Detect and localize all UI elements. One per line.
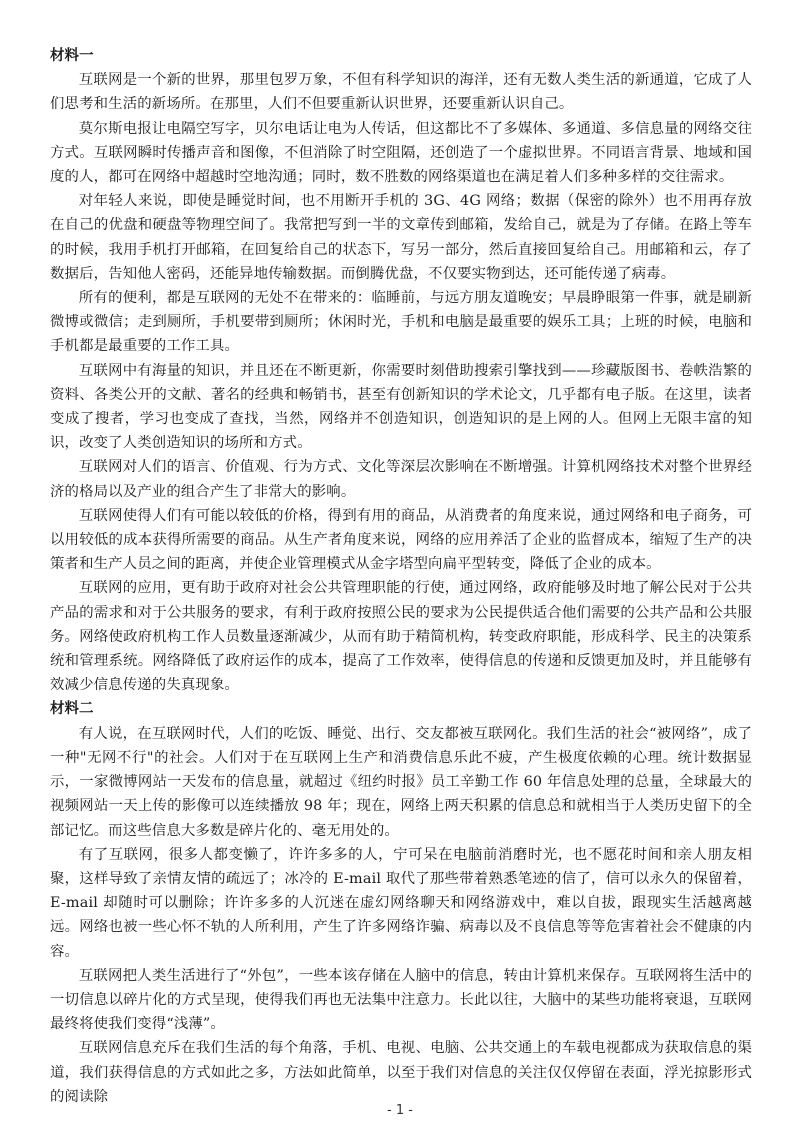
paragraph: 互联网是一个新的世界，那里包罗万象，不但有科学知识的海洋，还有无数人类生活的新通道，它成了人们思考和生活的新场所。在那里，人们不但要重新认识世界，还要重新认识自己。 (50, 72, 752, 113)
page-number: - 1 - (387, 1103, 413, 1118)
paragraph: 有了互联网，很多人都变懒了，许许多多的人，宁可呆在电脑前消磨时光，也不愿花时间和亲人朋友相聚，这样导致了亲情友情的疏远了；冰冷的 E-mail 取代了那些带着熟悉笔迹的信了，信可以永久的保留着，E-mail 却随时可以删除；许许多多的人沉迷在虚幻网络聊天和网络游戏中，难以自拔，跟现实生活越离越远。网络也被一些心怀不轨的人所利用，产生了许多网络诈骗、病毒以及不良信息等等危害着社会不健康的内容。 (50, 846, 752, 960)
paragraph: 互联网把人类生活进行了“外包”，一些本该存储在人脑中的信息，转由计算机来保存。互联网将生活中的一切信息以碎片化的方式呈现，使得我们再也无法集中注意力。长此以往，大脑中的某些功能将衰退，互联网最终将使我们变得“浅薄”。 (50, 967, 752, 1033)
paragraph: 有人说，在互联网时代，人们的吃饭、睡觉、出行、交友都被互联网化。我们生活的社会“被网络”，成了一种"无网不行"的社会。人们对于在互联网上生产和消费信息乐此不疲，产生极度依赖的心理。统计数据显示，一家微博网站一天发布的信息量，就超过《纽约时报》员工辛勤工作 60 年信息处理的总量，全球最大的视频网站一天上传的影像可以连续播放 98 年；现在，网络上两天积累的信息总和就相当于人类历史留下的全部记忆。而这些信息大多数是碎片化的、毫无用处的。 (50, 725, 752, 839)
document-page (50, 44, 752, 1109)
section-heading-material-1: 材料一 (50, 48, 94, 64)
paragraph: 互联网中有海量的知识，并且还在不断更新，你需要时刻借助搜索引擎找到——珍藏版图书、卷帙浩繁的资料、各类公开的文献、著名的经典和畅销书，甚至有创新知识的学术论文，几乎都有电子版。在这里，读者变成了搜者，学习也变成了查找，当然，网络并不创造知识，创造知识的是上网的人。但网上无限丰富的知识，改变了人类创造知识的场所和方式。 (50, 362, 752, 452)
paragraph: 对年轻人来说，即使是睡觉时间，也不用断开手机的 3G、4G 网络；数据（保密的除外）也不用再存放在自己的优盘和硬盘等物理空间了。我常把写到一半的文章传到邮箱，发给自己，就是为了存储。在路上等车的时候，我用手机打开邮箱，在回复给自己的状态下，写另一部分，然后直接回复给自己。用邮箱和云，存了数据后，告知他人密码，还能异地传输数据。而倒腾优盘，不仅要实物到达，还可能传递了病毒。 (50, 193, 752, 282)
paragraph: 互联网使得人们有可能以较低的价格，得到有用的商品，从消费者的角度来说，通过网络和电子商务，可以用较低的成本获得所需要的商品。从生产者角度来说，网络的应用养活了企业的监督成本，缩短了生产的决策者和生产人员之间的距离，并使企业管理模式从金字塔型向扁平型转变，降低了企业的成本。 (50, 507, 752, 573)
paragraph: 互联网对人们的语言、价值观、行为方式、文化等深层次影响在不断增强。计算机网络技术对整个世界经济的格局以及产业的组合产生了非常大的影响。 (50, 459, 752, 500)
paragraph: 莫尔斯电报让电隔空写字，贝尔电话让电为人传话，但这都比不了多媒体、多通道、多信息量的网络交往方式。互联网瞬时传播声音和图像，不但消除了时空阻隔，还创造了一个虚拟世界。不同语言背景、地域和国度的人，都可在网络中超越时空地沟通；同时，数不胜数的网络渠道也在满足着人们多种多样的交往需求。 (50, 120, 752, 186)
section-heading-material-2: 材料二 (50, 701, 94, 718)
paragraph: 互联网的应用，更有助于政府对社会公共管理职能的行使，通过网络，政府能够及时地了解公民对于公共产品的需求和对于公共服务的要求，有利于政府按照公民的要求为公民提供适合他们需要的公共产品和公共服务。网络使政府机构工作人员数量逐渐减少，从而有助于精简机构，转变政府职能，形成科学、民主的决策系统和管理系统。网络降低了政府运作的成本，提高了工作效率，使得信息的传递和反馈更加及时，并且能够有效减少信息传递的失真现象。 (50, 580, 752, 694)
paragraph: 互联网信息充斥在我们生活的每个角落，手机、电视、电脑、公共交通上的车载电视都成为获取信息的渠道，我们获得信息的方式如此之多，方法如此简单，以至于我们对信息的关注仅仅停留在表面，浮光掠影形式的阅读除 (50, 1040, 752, 1105)
paragraph: 所有的便利，都是互联网的无处不在带来的：临睡前，与远方朋友道晚安；早晨睁眼第一件事，就是刷新微博或微信；走到厕所，手机要带到厕所；休闲时光，手机和电脑是最重要的娱乐工具；上班的时候，电脑和手机都是最重要的工作工具。 (50, 290, 752, 355)
